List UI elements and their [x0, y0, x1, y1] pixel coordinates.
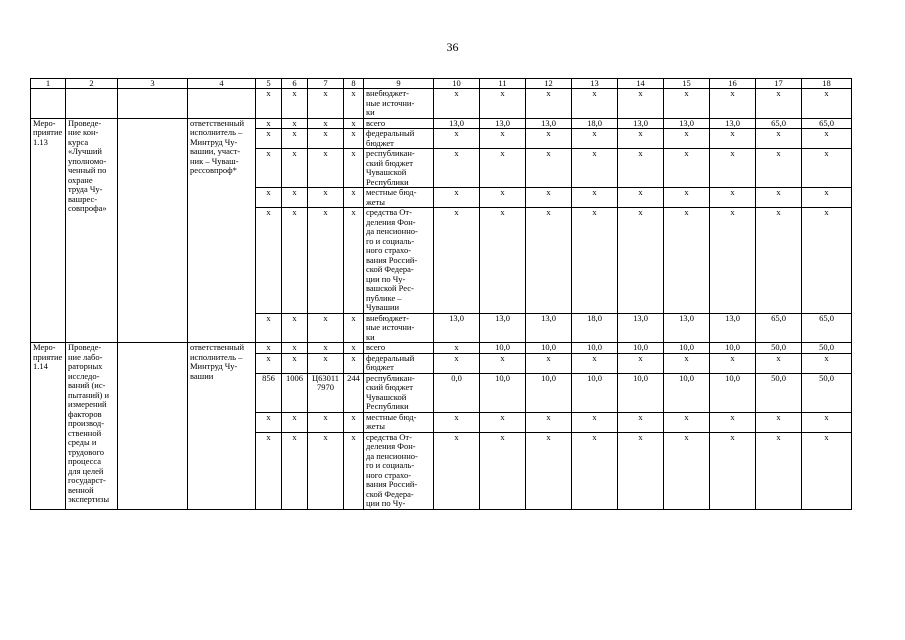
value-cell: x: [526, 188, 572, 208]
value-cell: x: [664, 188, 710, 208]
budget-code-cell: x: [308, 313, 344, 343]
value-cell: x: [664, 353, 710, 373]
value-cell: x: [434, 412, 480, 432]
value-cell: 65,0: [802, 118, 852, 129]
value-cell: x: [664, 129, 710, 149]
value-cell: x: [618, 188, 664, 208]
table-row: [31, 343, 852, 354]
value-cell: 18,0: [572, 313, 618, 343]
budget-code-cell: x: [308, 208, 344, 314]
header-row: [31, 79, 852, 89]
funding-source-cell: местные бюд- жеты: [364, 188, 434, 208]
value-cell: x: [756, 432, 802, 509]
value-cell: 65,0: [802, 313, 852, 343]
column-header: 1: [31, 79, 66, 89]
value-cell: x: [710, 432, 756, 509]
column-header: 11: [480, 79, 526, 89]
value-cell: 13,0: [618, 313, 664, 343]
value-cell: x: [664, 412, 710, 432]
value-cell: x: [572, 432, 618, 509]
value-cell: x: [756, 412, 802, 432]
budget-code-cell: x: [344, 129, 364, 149]
value-cell: 50,0: [802, 343, 852, 354]
empty-cell: [66, 89, 118, 119]
budget-code-cell: x: [282, 432, 308, 509]
value-cell: x: [618, 412, 664, 432]
value-cell: 50,0: [756, 373, 802, 412]
value-cell: x: [710, 208, 756, 314]
value-cell: x: [434, 149, 480, 188]
budget-code-cell: x: [256, 412, 282, 432]
funding-source-cell: федеральный бюджет: [364, 353, 434, 373]
measure-name: Проведе- ние лабо- раторных исследо- ваний (ис- пытаний) и измерений факторов производ- ственной среды и трудового процесса для целей государст- венной экспертизы: [66, 343, 118, 510]
value-cell: x: [526, 208, 572, 314]
value-cell: x: [756, 89, 802, 119]
value-cell: x: [710, 89, 756, 119]
budget-code-cell: x: [308, 129, 344, 149]
column-header: 18: [802, 79, 852, 89]
value-cell: 13,0: [434, 118, 480, 129]
value-cell: 10,0: [710, 373, 756, 412]
measure-label: Меро- приятие 1.13: [31, 118, 66, 343]
funding-source-cell: федеральный бюджет: [364, 129, 434, 149]
value-cell: x: [802, 129, 852, 149]
budget-code-cell: x: [256, 208, 282, 314]
value-cell: x: [572, 149, 618, 188]
budget-code-cell: x: [282, 353, 308, 373]
value-cell: 13,0: [664, 118, 710, 129]
column-header: 5: [256, 79, 282, 89]
budget-code-cell: 244: [344, 373, 364, 412]
value-cell: x: [710, 188, 756, 208]
funding-source-cell: республикан- ский бюджет Чувашской Республики: [364, 373, 434, 412]
budget-code-cell: x: [308, 432, 344, 509]
column-header: 8: [344, 79, 364, 89]
budget-code-cell: x: [308, 353, 344, 373]
budget-code-cell: x: [344, 313, 364, 343]
budget-code-cell: x: [282, 412, 308, 432]
funding-source-cell: средства От- деления Фон- да пенсионно- го и социаль- ного страхо- вания Россий- ской Федера- ции по Чу-: [364, 432, 434, 509]
budget-table: [30, 78, 852, 510]
value-cell: 18,0: [572, 118, 618, 129]
value-cell: x: [802, 432, 852, 509]
budget-code-cell: x: [344, 118, 364, 129]
value-cell: 10,0: [664, 373, 710, 412]
budget-code-cell: x: [256, 118, 282, 129]
budget-code-cell: x: [282, 188, 308, 208]
column-header: 3: [118, 79, 188, 89]
value-cell: x: [480, 188, 526, 208]
value-cell: x: [664, 149, 710, 188]
value-cell: 10,0: [572, 373, 618, 412]
budget-code-cell: Ц63011 7970: [308, 373, 344, 412]
value-cell: 13,0: [526, 313, 572, 343]
budget-code-cell: x: [308, 188, 344, 208]
funding-source-cell: внебюджет- ные источни- ки: [364, 89, 434, 119]
column-header: 13: [572, 79, 618, 89]
value-cell: x: [572, 208, 618, 314]
column-header: 16: [710, 79, 756, 89]
value-cell: x: [434, 188, 480, 208]
budget-code-cell: x: [344, 208, 364, 314]
value-cell: 10,0: [572, 343, 618, 354]
value-cell: 10,0: [526, 373, 572, 412]
value-cell: x: [802, 208, 852, 314]
column-header: 9: [364, 79, 434, 89]
value-cell: 65,0: [756, 118, 802, 129]
budget-code-cell: x: [256, 343, 282, 354]
value-cell: x: [756, 353, 802, 373]
value-cell: x: [572, 353, 618, 373]
budget-code-cell: x: [308, 118, 344, 129]
value-cell: x: [572, 188, 618, 208]
value-cell: x: [526, 129, 572, 149]
column-header: 12: [526, 79, 572, 89]
budget-code-cell: 856: [256, 373, 282, 412]
value-cell: x: [618, 149, 664, 188]
budget-code-cell: x: [256, 432, 282, 509]
budget-code-cell: x: [256, 188, 282, 208]
value-cell: x: [756, 188, 802, 208]
value-cell: 13,0: [526, 118, 572, 129]
budget-code-cell: x: [282, 129, 308, 149]
funding-source-cell: всего: [364, 118, 434, 129]
value-cell: x: [480, 89, 526, 119]
value-cell: x: [756, 208, 802, 314]
value-cell: x: [480, 412, 526, 432]
value-cell: x: [756, 129, 802, 149]
value-cell: x: [480, 129, 526, 149]
column-header: 4: [188, 79, 256, 89]
value-cell: x: [434, 353, 480, 373]
budget-code-cell: x: [256, 353, 282, 373]
funding-source-cell: местные бюд- жеты: [364, 412, 434, 432]
value-cell: x: [434, 432, 480, 509]
value-cell: x: [664, 208, 710, 314]
page-number: 36: [446, 40, 459, 54]
value-cell: 13,0: [480, 313, 526, 343]
value-cell: x: [710, 129, 756, 149]
measure-executor: ответственный исполнитель – Минтруд Чу- вашии, участ- ник – Чуваш- рессовпроф*: [188, 118, 256, 343]
value-cell: x: [480, 208, 526, 314]
value-cell: x: [526, 353, 572, 373]
value-cell: x: [618, 129, 664, 149]
budget-code-cell: x: [344, 343, 364, 354]
value-cell: 10,0: [618, 343, 664, 354]
column-header: 17: [756, 79, 802, 89]
value-cell: x: [802, 353, 852, 373]
value-cell: x: [618, 89, 664, 119]
budget-code-cell: x: [308, 149, 344, 188]
column-header: 6: [282, 79, 308, 89]
value-cell: x: [618, 208, 664, 314]
value-cell: x: [618, 353, 664, 373]
budget-code-cell: x: [344, 412, 364, 432]
value-cell: 10,0: [618, 373, 664, 412]
budget-code-cell: x: [282, 149, 308, 188]
empty-cell: [188, 89, 256, 119]
budget-code-cell: x: [308, 89, 344, 119]
column-header: 15: [664, 79, 710, 89]
value-cell: 65,0: [756, 313, 802, 343]
value-cell: x: [664, 432, 710, 509]
value-cell: x: [480, 353, 526, 373]
value-cell: x: [618, 432, 664, 509]
value-cell: x: [434, 129, 480, 149]
value-cell: x: [802, 89, 852, 119]
value-cell: 0,0: [434, 373, 480, 412]
value-cell: 13,0: [710, 313, 756, 343]
table-row: [31, 89, 852, 119]
budget-code-cell: x: [282, 118, 308, 129]
value-cell: x: [572, 129, 618, 149]
table-row: [31, 118, 852, 129]
value-cell: x: [664, 89, 710, 119]
value-cell: x: [526, 149, 572, 188]
funding-source-cell: республикан- ский бюджет Чувашской Республики: [364, 149, 434, 188]
value-cell: 50,0: [802, 373, 852, 412]
value-cell: x: [802, 412, 852, 432]
value-cell: x: [802, 149, 852, 188]
measure-name: Проведе- ние кон- курса «Лучший уполномо- ченный по охране труда Чу- вашрес- совпрофа»: [66, 118, 118, 343]
budget-code-cell: x: [344, 432, 364, 509]
empty-cell: [118, 118, 188, 343]
empty-cell: [118, 89, 188, 119]
empty-cell: [118, 343, 188, 510]
value-cell: x: [434, 89, 480, 119]
budget-code-cell: x: [256, 89, 282, 119]
value-cell: x: [756, 149, 802, 188]
budget-code-cell: x: [282, 208, 308, 314]
value-cell: x: [572, 89, 618, 119]
budget-code-cell: x: [344, 149, 364, 188]
value-cell: 13,0: [710, 118, 756, 129]
budget-code-cell: x: [282, 89, 308, 119]
budget-code-cell: x: [344, 353, 364, 373]
budget-code-cell: x: [344, 89, 364, 119]
value-cell: 13,0: [480, 118, 526, 129]
budget-code-cell: x: [308, 343, 344, 354]
value-cell: x: [710, 353, 756, 373]
budget-code-cell: x: [256, 129, 282, 149]
budget-code-cell: x: [256, 313, 282, 343]
funding-source-cell: всего: [364, 343, 434, 354]
budget-code-cell: x: [344, 188, 364, 208]
value-cell: x: [526, 89, 572, 119]
value-cell: 10,0: [710, 343, 756, 354]
value-cell: 10,0: [526, 343, 572, 354]
budget-code-cell: x: [256, 149, 282, 188]
value-cell: 13,0: [434, 313, 480, 343]
column-header: 7: [308, 79, 344, 89]
value-cell: 10,0: [480, 343, 526, 354]
measure-executor: ответственный исполнитель – Минтруд Чу- вашии: [188, 343, 256, 510]
funding-source-cell: внебюджет- ные источни- ки: [364, 313, 434, 343]
value-cell: x: [526, 412, 572, 432]
value-cell: 10,0: [480, 373, 526, 412]
budget-code-cell: 1006: [282, 373, 308, 412]
value-cell: x: [434, 208, 480, 314]
value-cell: x: [480, 432, 526, 509]
column-header: 2: [66, 79, 118, 89]
value-cell: x: [802, 188, 852, 208]
funding-source-cell: средства От- деления Фон- да пенсионно- го и социаль- ного страхо- вания Россий- ской Федера- ции по Чу- вашской Рес- публике – Чувашии: [364, 208, 434, 314]
value-cell: 13,0: [618, 118, 664, 129]
empty-cell: [31, 89, 66, 119]
budget-code-cell: x: [282, 313, 308, 343]
value-cell: 10,0: [664, 343, 710, 354]
value-cell: x: [710, 412, 756, 432]
value-cell: x: [710, 149, 756, 188]
value-cell: x: [526, 432, 572, 509]
budget-code-cell: x: [308, 412, 344, 432]
measure-label: Меро- приятие 1.14: [31, 343, 66, 510]
value-cell: x: [572, 412, 618, 432]
column-header: 10: [434, 79, 480, 89]
value-cell: x: [480, 149, 526, 188]
value-cell: 13,0: [664, 313, 710, 343]
budget-code-cell: x: [282, 343, 308, 354]
value-cell: x: [434, 343, 480, 354]
value-cell: 50,0: [756, 343, 802, 354]
column-header: 14: [618, 79, 664, 89]
